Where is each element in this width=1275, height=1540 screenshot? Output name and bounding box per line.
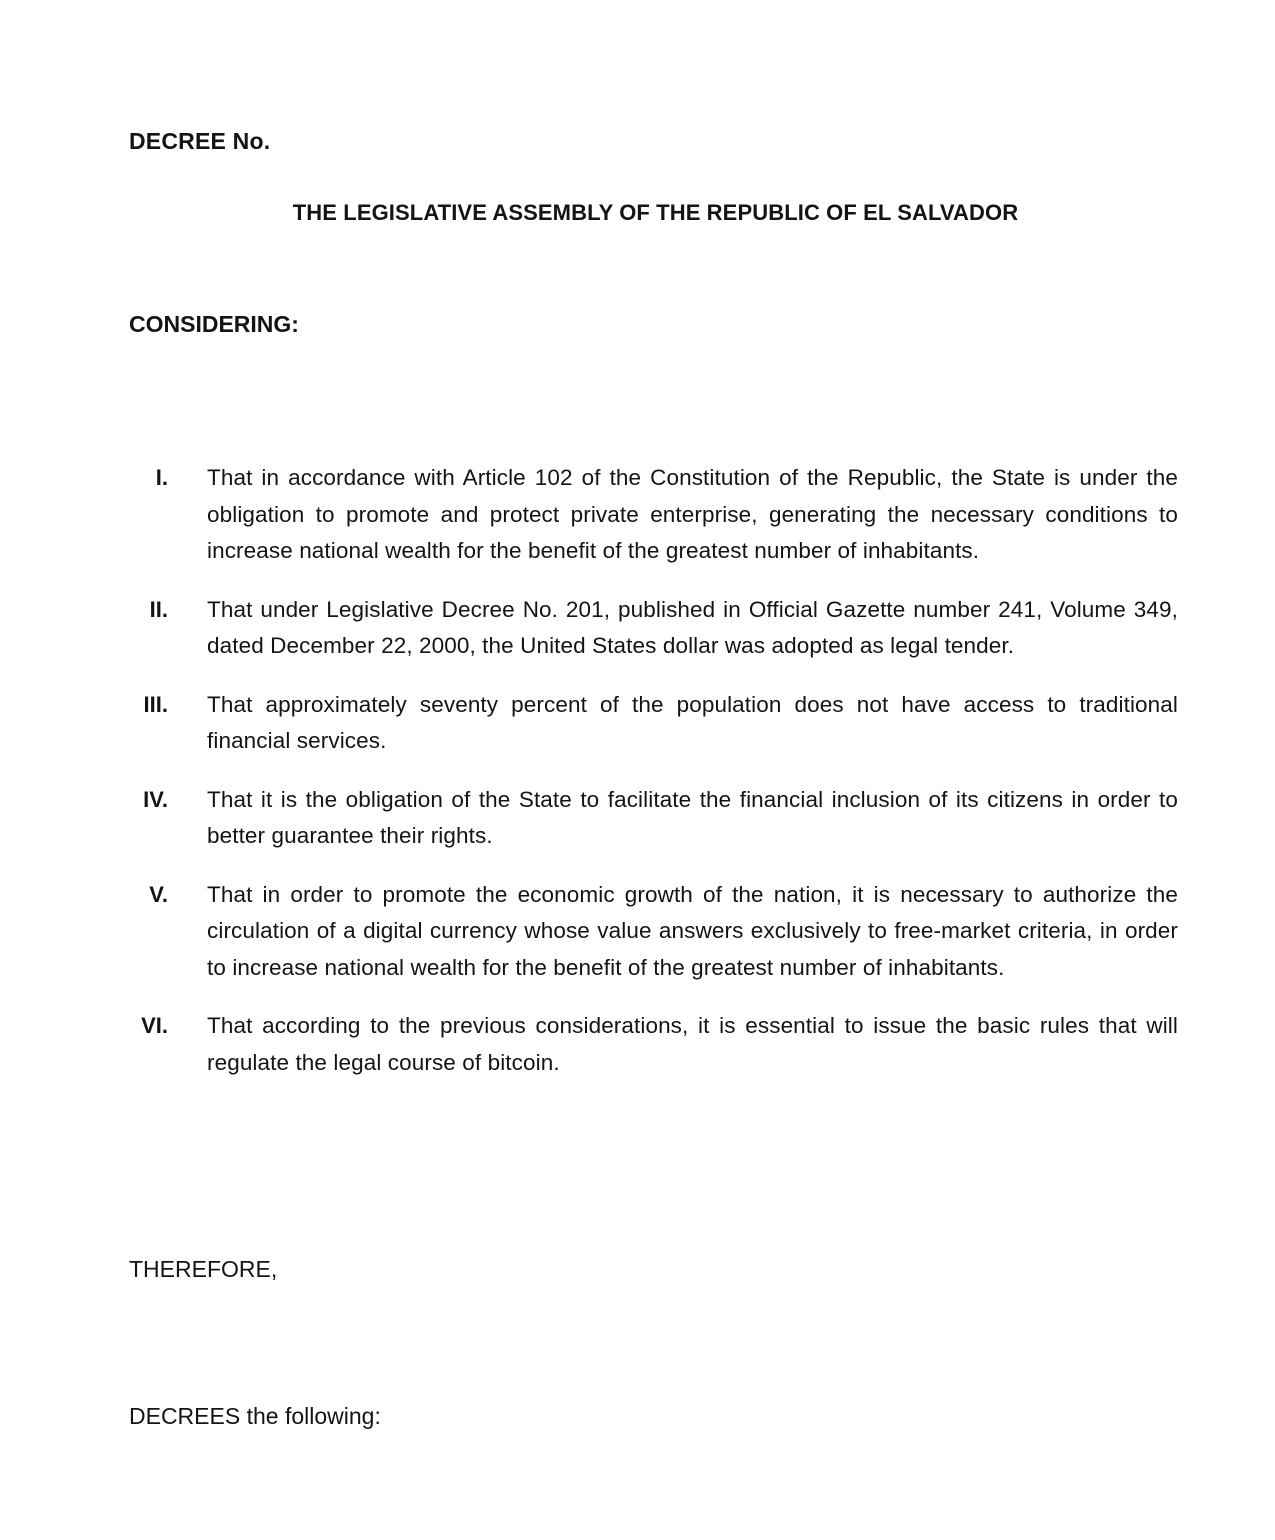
consideration-text: That under Legislative Decree No. 201, published in Official Gazette number 241, Volume 349, dated December 22, 2000, the United States dollar was adopted as legal tender. bbox=[207, 596, 1178, 658]
decrees-following-label: DECREES the following: bbox=[129, 1403, 381, 1429]
consideration-text: That according to the previous considerations, it is essential to issue the basic rules that will regulate the legal course of bitcoin. bbox=[207, 1013, 1178, 1075]
considering-heading: CONSIDERING: bbox=[129, 311, 299, 337]
consideration-text: That approximately seventy percent of the population does not have access to traditional financial services. bbox=[207, 691, 1178, 753]
consideration-text: That in order to promote the economic growth of the nation, it is necessary to authorize the circulation of a digital currency whose value answers exclusively to free-market criteria, in order to increase national wealth for the benefit of the greatest number of inhabitants. bbox=[207, 881, 1178, 980]
decree-number-label: DECREE No. bbox=[129, 128, 271, 154]
considerations-list bbox=[129, 460, 1178, 1103]
consideration-numeral: V. bbox=[149, 881, 168, 907]
consideration-numeral: II. bbox=[149, 596, 168, 622]
consideration-numeral: III. bbox=[143, 691, 168, 717]
consideration-item-3 bbox=[129, 687, 1178, 760]
consideration-item-2 bbox=[129, 592, 1178, 665]
consideration-text: That in accordance with Article 102 of the Constitution of the Republic, the State is under the obligation to promote and protect private enterprise, generating the necessary conditions to increase national wealth for the benefit of the greatest number of inhabitants. bbox=[207, 465, 1178, 563]
consideration-numeral: IV. bbox=[143, 786, 168, 812]
consideration-item-1 bbox=[129, 460, 1178, 570]
consideration-item-6 bbox=[129, 1008, 1178, 1081]
therefore-label: THEREFORE, bbox=[129, 1256, 278, 1282]
consideration-numeral: I. bbox=[155, 465, 168, 490]
assembly-title: THE LEGISLATIVE ASSEMBLY OF THE REPUBLIC OF EL SALVADOR bbox=[292, 200, 1019, 225]
consideration-item-5 bbox=[129, 877, 1178, 987]
consideration-text: That it is the obligation of the State to facilitate the financial inclusion of its citizens in order to better guarantee their rights. bbox=[207, 786, 1178, 848]
consideration-numeral: VI. bbox=[141, 1013, 168, 1038]
consideration-item-4 bbox=[129, 782, 1178, 855]
